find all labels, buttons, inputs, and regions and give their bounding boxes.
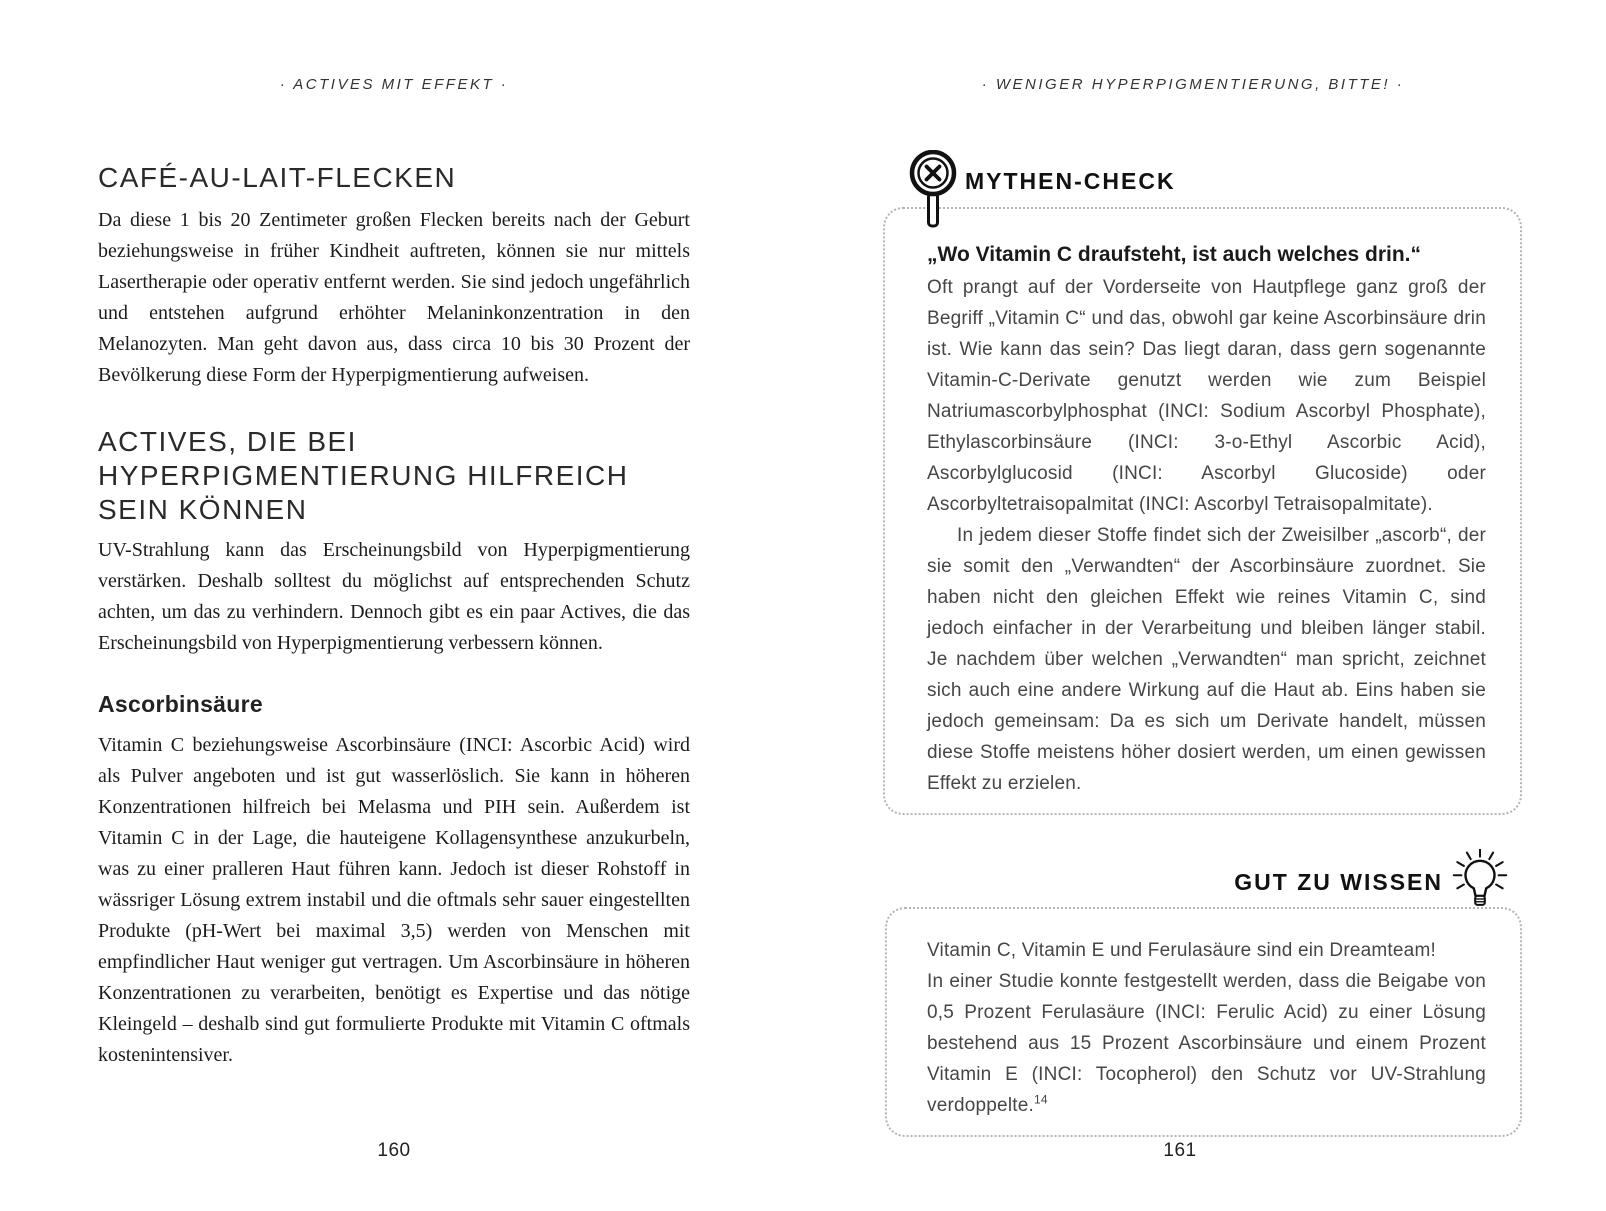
- heading-cafe-au-lait: CAFÉ-AU-LAIT-FLECKEN: [98, 162, 457, 193]
- heading-actives-hyperpigmentierung: ACTIVES, DIE BEI HYPERPIGMENTIERUNG HILFREICH SEIN KÖNNEN: [98, 426, 629, 525]
- footnote-reference: 14: [1033, 1092, 1048, 1107]
- lightbulb-icon: [1449, 849, 1511, 918]
- subheading-ascorbinsaeure: Ascorbinsäure: [98, 691, 263, 717]
- mythen-paragraph-1: Oft prangt auf der Vorderseite von Hautpflege ganz groß der Begriff „Vitamin C“ und das, obwohl gar keine Ascorbinsäure drin ist. Wie kann das sein? Das liegt daran, dass gern sogenannte Vitamin-C-Derivate genutzt werden wie zum Beispiel Natriumascorbylphosphat (INCI: Sodium Ascorbyl Phosphate), Ethylascorbinsäure (INCI: 3-o-Ethyl Ascorbic Acid), Ascorbylglucosid (INCI: Ascorbyl Glucoside) oder Ascorbyltetraisopalmitat (INCI: Ascorbyl Tetraisopalmitate).: [927, 277, 1486, 515]
- mythen-paragraph-2: In jedem dieser Stoffe findet sich der Zweisilber „ascorb“, der sie somit den „Verwandten“ der Ascorbinsäure zuordnet. Sie haben nicht den gleichen Effekt wie reines Vitamin C, sind jedoch einfacher in der Verarbeitung und bleiben länger stabil. Je nachdem über welchen „Verwandten“ man spricht, zeichnet sich auch eine andere Wirkung auf die Haut ab. Eins haben sie jedoch gemeinsam: Da es sich um Derivate handelt, müssen diese Stoffe meistens höher dosiert werden, um einen gewissen Effekt zu erzielen.: [927, 525, 1486, 794]
- magnifier-x-icon: [907, 150, 959, 230]
- left-page-content: [98, 161, 690, 1071]
- mythen-check-box: [883, 207, 1522, 815]
- wissen-lead: Vitamin C, Vitamin E und Ferulasäure sind ein Dreamteam!: [927, 940, 1436, 961]
- mythen-quote: „Wo Vitamin C draufsteht, ist auch welches drin.“: [927, 243, 1421, 266]
- running-head-left: · ACTIVES MIT EFFEKT ·: [279, 76, 509, 93]
- page-number-left: 160: [377, 1140, 411, 1161]
- gut-zu-wissen-title: GUT ZU WISSEN: [1234, 869, 1443, 895]
- paragraph-ascorbinsaeure: Vitamin C beziehungsweise Ascorbinsäure (INCI: Ascorbic Acid) wird als Pulver angeboten und ist gut wasserlöslich. Sie kann in höheren Konzentrationen hilfreich bei Melasma und PIH sein. Außerdem ist Vitamin C in der Lage, die hauteigene Kollagensynthese anzukurbeln, was zu einer pralleren Haut führen kann. Jedoch ist dieser Rohstoff in wässriger Lösung extrem instabil und die oftmals sehr sauer eingestellten Produkte (pH-Wert bei maximal 3,5) werden von Menschen mit empfindlicher Haut weniger gut vertragen. Um Ascorbinsäure in höheren Konzentrationen zu verarbeiten, benötigt es Expertise und das nötige Kleingeld – deshalb sind gut formulierte Produkte mit Vitamin C oftmals kostenintensiver.: [98, 734, 690, 1066]
- gut-zu-wissen-box: [885, 907, 1522, 1137]
- page-number-right: 161: [1163, 1140, 1197, 1161]
- running-head-right: · WENIGER HYPERPIGMENTIERUNG, BITTE! ·: [981, 76, 1405, 93]
- page-right: [803, 0, 1606, 1211]
- wissen-body-text: In einer Studie konnte festgestellt werden, dass die Beigabe von 0,5 Prozent Ferulasäure (INCI: Ferulic Acid) zu einer Lösung bestehend aus 15 Prozent Ascorbinsäure und einem Prozent Vitamin E (INCI: Tocopherol) den Schutz vor UV-Strahlung verdoppelte.: [927, 971, 1486, 1116]
- paragraph-cafe-au-lait: Da diese 1 bis 20 Zentimeter großen Flecken bereits nach der Geburt beziehungsweise in früher Kindheit auftreten, können sie nur mittels Lasertherapie oder operativ entfernt werden. Sie sind jedoch ungefährlich und entstehen aufgrund erhöhter Melaninkonzentration in den Melanozyten. Man geht davon aus, dass circa 10 bis 30 Prozent der Bevölkerung diese Form der Hyperpigmentierung aufweisen.: [98, 209, 690, 386]
- paragraph-actives: UV-Strahlung kann das Erscheinungsbild von Hyperpigmentierung verstärken. Deshalb solltest du möglichst auf entsprechenden Schutz achten, um das zu verhindern. Dennoch gibt es ein paar Actives, die das Erscheinungsbild von Hyperpigmentierung verbessern können.: [98, 539, 690, 654]
- wissen-body: [927, 966, 1486, 1121]
- mythen-check-title: MYTHEN-CHECK: [965, 168, 1176, 194]
